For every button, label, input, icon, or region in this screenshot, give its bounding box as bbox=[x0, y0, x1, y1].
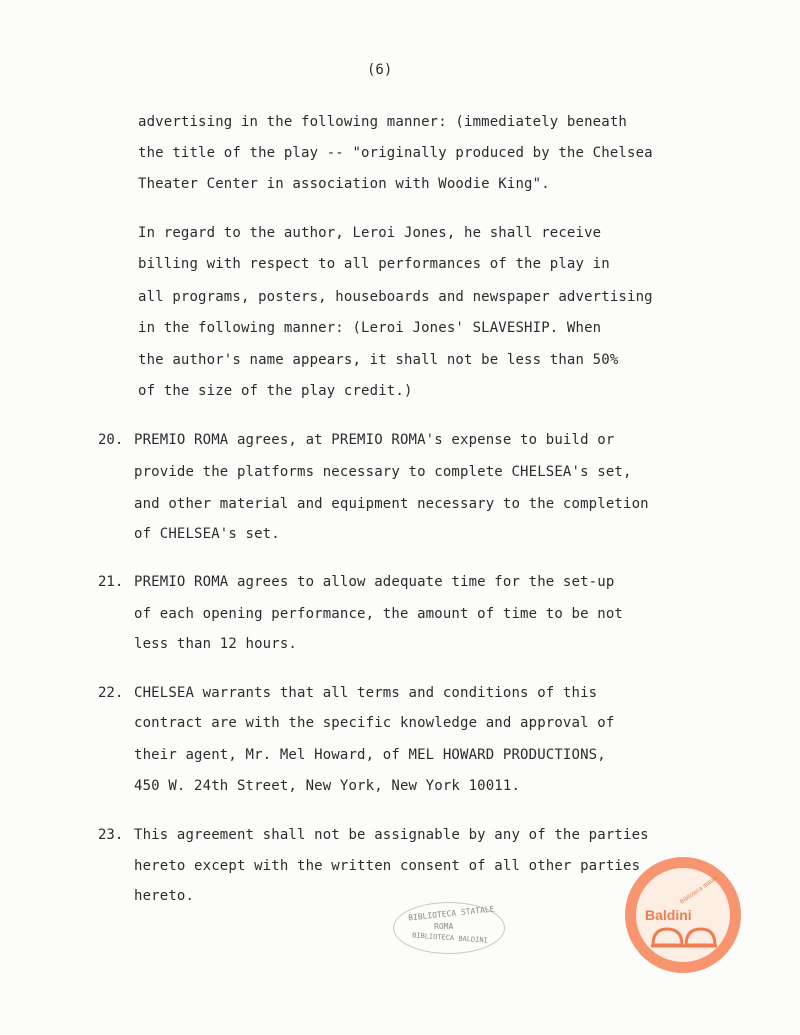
logo-name: Baldini bbox=[645, 907, 692, 923]
text-line: billing with respect to all performances of the play in bbox=[138, 256, 610, 272]
page-number: (6) bbox=[367, 62, 393, 78]
clause-number: 22. bbox=[98, 685, 124, 701]
text-line: and other material and equipment necessary to the completion bbox=[134, 496, 649, 512]
text-line: advertising in the following manner: (immediately beneath bbox=[138, 114, 627, 130]
text-line: contract are with the specific knowledge and approval of bbox=[134, 715, 615, 731]
text-line: of CHELSEA's set. bbox=[134, 526, 280, 542]
text-line: CHELSEA warrants that all terms and conditions of this bbox=[134, 685, 598, 701]
text-line: hereto except with the written consent of all other parties bbox=[134, 858, 641, 874]
stamp-text-line: BIBLIOTECA STATALE bbox=[407, 904, 495, 923]
text-line: of each opening performance, the amount of time to be not bbox=[134, 606, 623, 622]
clause-number: 23. bbox=[98, 827, 124, 843]
open-book-icon bbox=[649, 923, 719, 949]
text-line: 450 W. 24th Street, New York, New York 10011. bbox=[134, 778, 521, 794]
text-line: their agent, Mr. Mel Howard, of MEL HOWARD PRODUCTIONS, bbox=[134, 747, 606, 763]
baldini-logo bbox=[625, 857, 741, 973]
stamp-text-line: ROMA bbox=[434, 922, 454, 931]
clause-number: 20. bbox=[98, 432, 124, 448]
stamp-text-line: BIBLIOTECA BALDINI bbox=[411, 931, 489, 945]
text-line: This agreement shall not be assignable by any of the parties bbox=[134, 827, 649, 843]
text-line: less than 12 hours. bbox=[134, 636, 297, 652]
text-line: In regard to the author, Leroi Jones, he shall receive bbox=[138, 225, 602, 241]
text-line: the author's name appears, it shall not be less than 50% bbox=[138, 352, 619, 368]
text-line: PREMIO ROMA agrees to allow adequate time for the set-up bbox=[134, 574, 615, 590]
text-line: Theater Center in association with Woodie King". bbox=[138, 176, 550, 192]
text-line: PREMIO ROMA agrees, at PREMIO ROMA's expense to build or bbox=[134, 432, 615, 448]
text-line: the title of the play -- "originally produced by the Chelsea bbox=[138, 145, 653, 161]
text-line: provide the platforms necessary to complete CHELSEA's set, bbox=[134, 464, 632, 480]
text-line: of the size of the play credit.) bbox=[138, 383, 413, 399]
text-line: in the following manner: (Leroi Jones' SLAVESHIP. When bbox=[138, 320, 602, 336]
text-line: hereto. bbox=[134, 888, 195, 904]
clause-number: 21. bbox=[98, 574, 124, 590]
text-line: all programs, posters, houseboards and newspaper advertising bbox=[138, 289, 653, 305]
logo-subtitle: Biblioteca statale bbox=[679, 874, 720, 906]
